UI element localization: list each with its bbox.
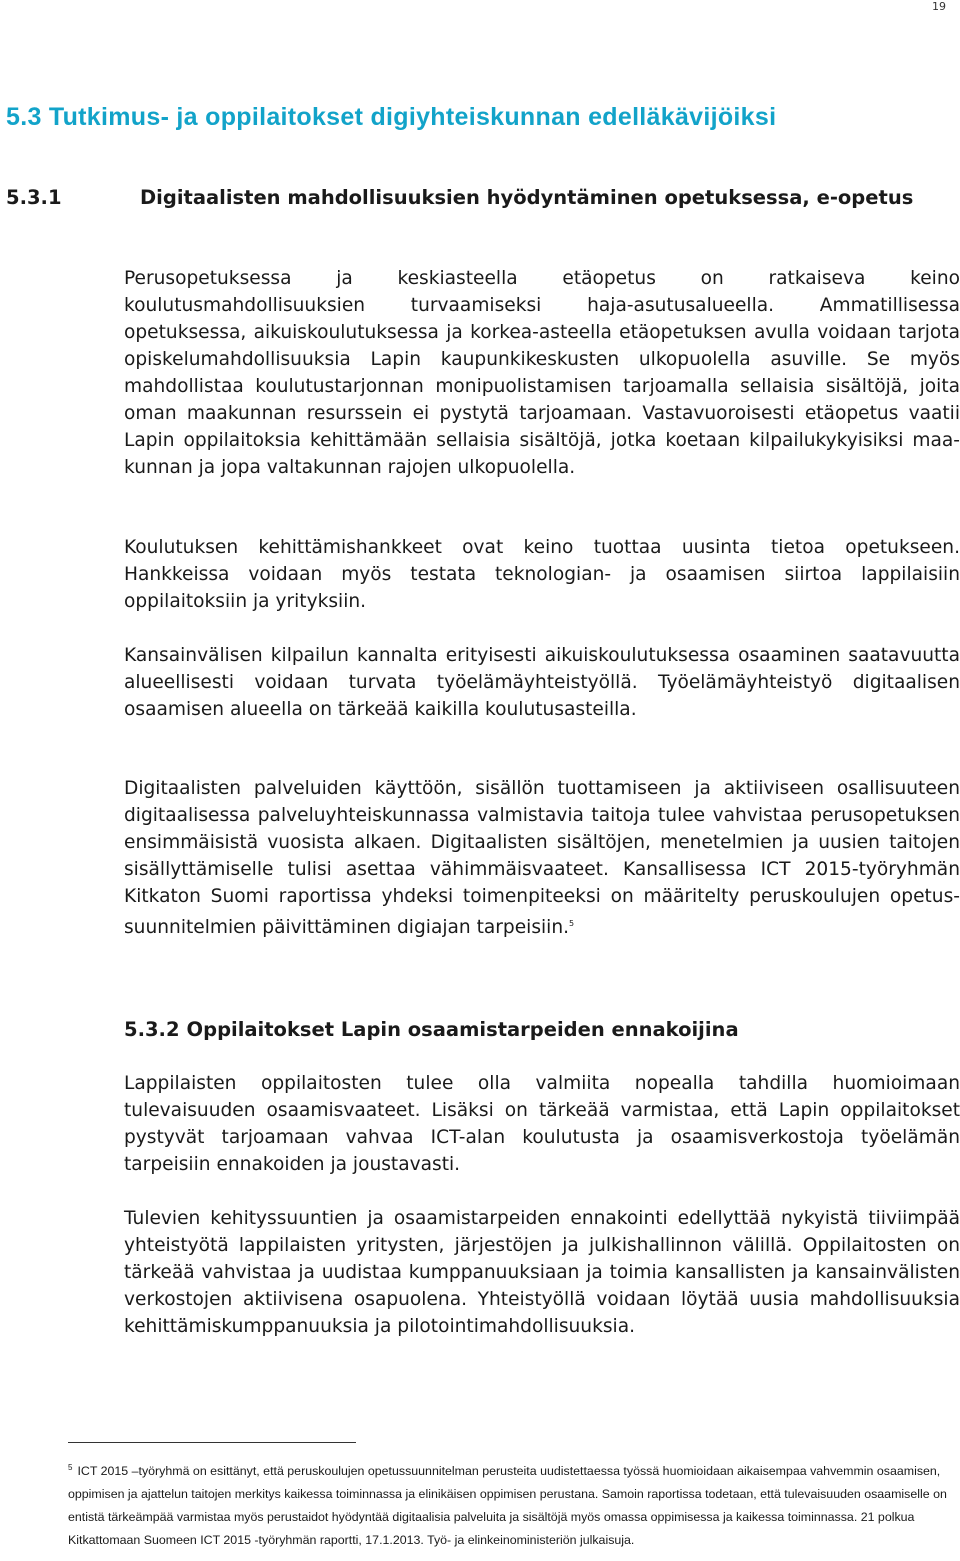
section-heading: 5.3 Tutkimus- ja oppilaitokset digiyhteiskunnan edelläkävijöiksi [6, 103, 777, 131]
paragraph-digitaaliset-palvelut [124, 775, 960, 941]
page-number: 19 [932, 0, 946, 13]
footnote-divider [68, 1442, 356, 1443]
paragraph-etaopetus: Perusopetuksessa ja keskiasteella etäopetus on ratkaiseva keino koulutusmahdollisuuksien turvaamiseksi haja-asutusalueella. Ammatillisessa opetuksessa, aikuiskoulutuksessa ja korkea-asteella etäopetuksen avulla voidaan tarjota opiskelumahdollisuuksia Lapin kaupunkikeskusten ulkopuolella asuville. Se myös mahdollistaa koulutustarjonnan monipuolistamisen tarjoamalla sellaisia sisältöjä, joita oman maakunnan resurssein ei pystytä tarjoamaan. Vastavuoroisesti etäopetus vaatii Lapin oppilaitoksia kehittämään sellaisia sisältöjä, jotka koetaan kilpailukykyisiksi maakunnan ja jopa valtakunnan rajojen ulkopuolella. [124, 268, 960, 478]
subsection-heading-531 [6, 184, 936, 211]
subsection-number: 5.3.1 [6, 186, 62, 209]
subsection-heading-532 [124, 1016, 954, 1043]
subsection-title: Oppilaitokset Lapin osaamistarpeiden ennakoijina [186, 1018, 739, 1041]
footnote-number: 5 [68, 1463, 73, 1472]
subsection-title: Digitaalisten mahdollisuuksien hyödyntäminen opetuksessa, e-opetus [140, 186, 914, 209]
subsection-number: 5.3.2 [124, 1018, 180, 1041]
footnote-text: ICT 2015 –työryhmä on esittänyt, että peruskoulujen opetussuunnitelman perusteita uudistettaessa työssä huomioidaan aikaisempaa vahvemmin osaamisen, oppimisen ja ajattelun taitojen merkitys kaikessa toiminnassa ja elinikäisen oppimisen perustana. Samoin raportissa todetaan, että tulevaisuuden osaamiselle on entistä tärkeämpää varmistaa myös perustaidot hyödyntää digitaalisia palveluita ja sisältöjä myös omassa oppimisessa ja kaikessa toiminnassa. 21 polkua Kitkattomaan Suomeen ICT 2015 -työryhmän raportti, 17.1.2013. Työ- ja elinkeinoministeriön julkaisuja. [68, 1464, 947, 1547]
footnote [68, 1456, 948, 1552]
paragraph-ennakointi: Tulevien kehityssuuntien ja osaamistarpeiden ennakointi edellyttää nykyistä tiiviimpää yhteistyötä lappilaisten yritysten, järjestöjen ja julkishallinnon välillä. Oppilaitosten on tärkeää vahvistaa ja uudistaa kumppanuuksiaan ja toimia kansallisten ja kansainvälisten verkostojen aktiivisena osapuolena. Yhteistyöllä voidaan löytää uusia mahdollisuuksia kehittämiskumppanuuksia ja pilotointimahdollisuuksia. [124, 1208, 960, 1337]
paragraph-text: Digitaalisten palveluiden käyttöön, sisällön tuottamiseen ja aktiiviseen osallisuuteen digitaalisessa palveluyhteiskunnassa valmistavia taitoja tulee vahvistaa perusopetuksen ensimmäisistä vuosista alkaen. Digitaalisten sisältöjen, menetelmien ja uusien taitojen sisällyttämiselle tulisi asettaa vähimmäisvaateet. Kansallisessa ICT 2015-työryhmän Kitkaton Suomi raportissa yhdeksi toimenpiteeksi on määritelty peruskoulujen opetussuunnitelmien päivittäminen digiajan tarpeisiin. [124, 778, 960, 938]
footnote-reference[interactable]: 5 [569, 919, 575, 928]
paragraph-osaamisvaateet: Lappilaisten oppilaitosten tulee olla valmiita nopealla tahdilla huomioimaan tulevaisuuden osaamisvaateet. Lisäksi on tärkeää varmistaa, että Lapin oppilaitokset pystyvät tarjoamaan vahvaa ICT-alan koulutusta ja osaamisverkostoja työelämän tarpeisiin ennakoiden ja joustavasti. [124, 1073, 960, 1175]
paragraph-kehittamishankkeet: Koulutuksen kehittämishankkeet ovat keino tuottaa uusinta tietoa opetukseen. Hankkeissa voidaan myös testata teknologian- ja osaamisen siirtoa lappilaisiin oppilaitoksiin ja yrityksiin. [124, 537, 960, 612]
paragraph-kansainvalinen-kilpailu: Kansainvälisen kilpailun kannalta erityisesti aikuiskoulutuksessa osaaminen saatavuutta alueellisesti voidaan turvata työelämäyhteistyöllä. Työelämäyhteistyö digitaalisen osaamisen alueella on tärkeää kaikilla koulutusasteilla. [124, 645, 960, 720]
